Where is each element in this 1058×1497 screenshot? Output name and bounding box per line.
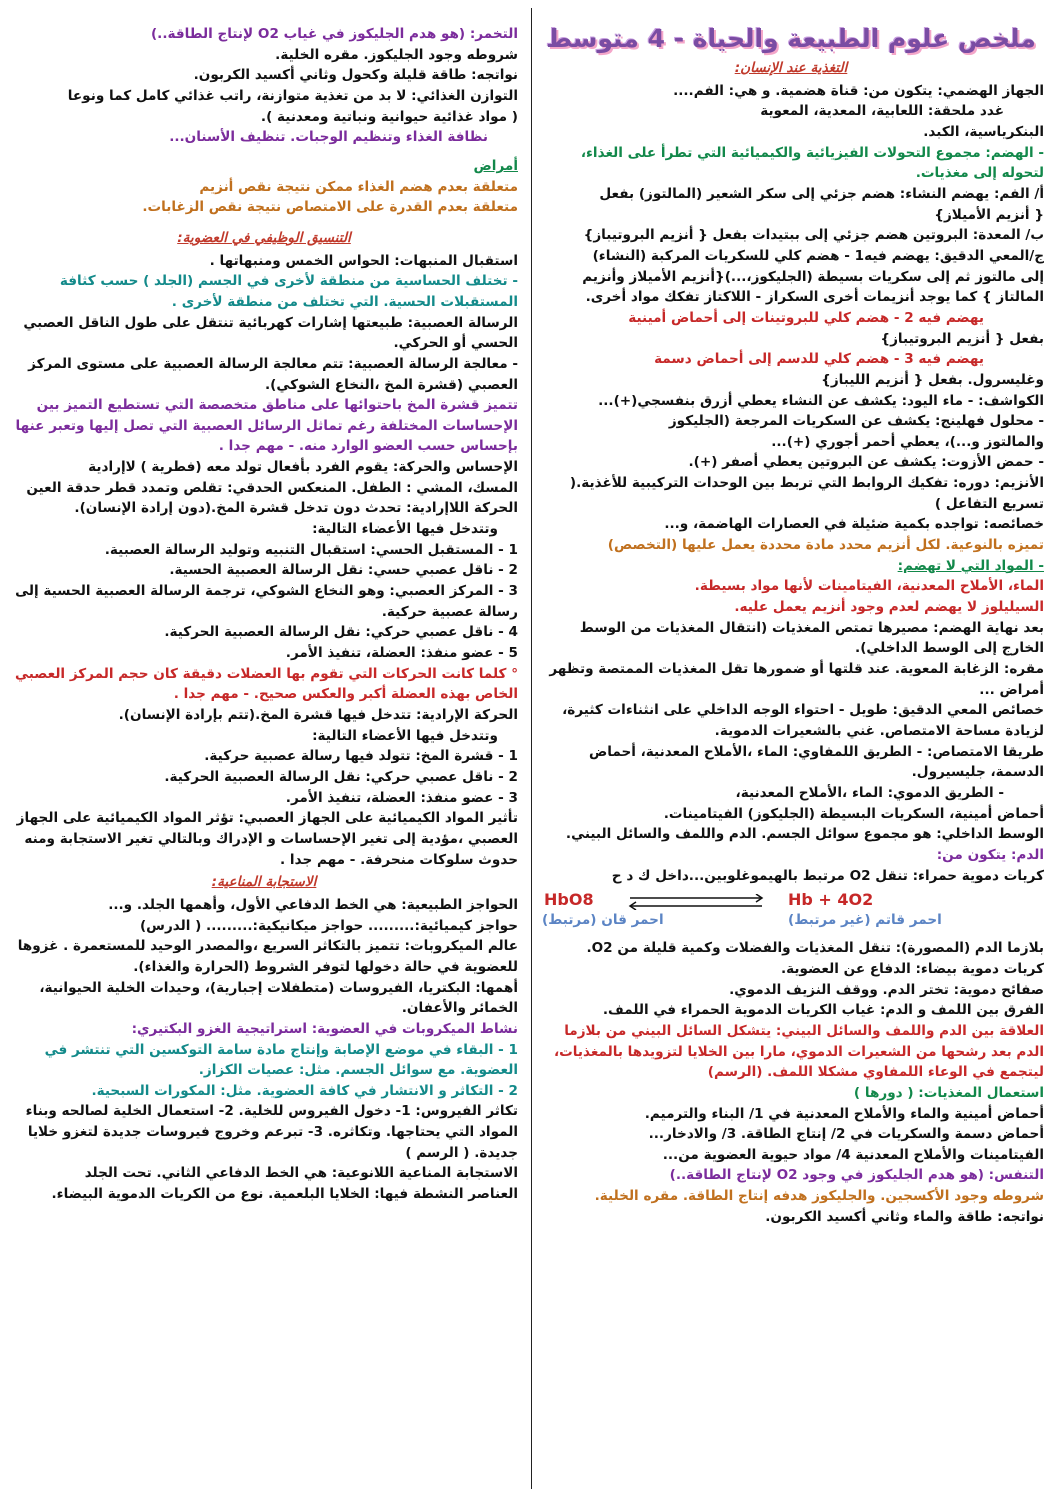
text-line: 2 - التكاثر و الانتشار في كافة العضوية. مثل: المكورات السبحية. <box>91 1082 518 1099</box>
text-line: 1 - قشرة المخ: تتولد فيها رسالة عصبية حركية. <box>204 748 518 765</box>
text-line: - معالجة الرسالة العصبية: تتم معالجة الرسالة العصبية على مستوى المركز العصبي (قشرة المخ ،النخاع الشوكي). <box>28 355 518 393</box>
text-line: وتتدخل فيها الأعضاء التالية: <box>312 521 498 538</box>
page-title: ملخص علوم الطبيعة والحياة - 4 متوسط <box>546 24 1036 53</box>
text-line: يهضم فيه 3 - هضم كلي للدسم إلى أحماض دسمة <box>654 351 984 368</box>
text-line: نواتجه: طاقة قليلة وكحول وثاني أكسيد الكربون. <box>193 67 518 84</box>
hemoglobin-equation <box>538 888 1044 936</box>
text-line: أحماض أمينية، السكريات البسيطة (الجليكوز) الفيتامينات. <box>663 805 1044 822</box>
text-line: ( مواد غذائية حيوانية ونباتية ومعدنية ). <box>260 108 518 125</box>
text-line: يهضم فيه 2 - هضم كلي للبروتينات إلى أحماض أمينية <box>628 309 984 326</box>
text-line: بفعل { أنزيم البروتيباز} <box>880 330 1044 347</box>
section-heading: الاستجابة المناعية: <box>211 874 317 891</box>
text-line: نشاط الميكروبات في العضوية: استراتيجية الغزو البكتيري: <box>131 1020 518 1037</box>
text-line: الفرق بين اللمف و الدم: غياب الكريات الدموية الحمراء في اللمف. <box>602 1002 1044 1019</box>
text-line: تكاثر الفيروس: 1- دخول الفيروس للخلية. 2- استعمال الخلية لصالحه وبناء المواد التي يحتاجها. وتكاثره. 3- تبرعم وخروج فيروسات جديدة لتغزو خلايا جديدة. ( الرسم ) <box>25 1103 518 1161</box>
text-line: العناصر النشطة فيها: الخلايا البلعمية. نوع من الكريات الدموية البيضاء. <box>51 1186 518 1203</box>
equation-left-caption: احمر قان (مرتبط) <box>542 912 664 929</box>
text-line: أ/ الفم: يهضم النشاء: هضم جزئي إلى سكر الشعير (المالتوز) بفعل <box>599 185 1044 202</box>
text-line: متعلقة بعدم القدرة على الامتصاص نتيجة نقص الزغابات. <box>142 199 518 216</box>
text-line: وغليسرول. بفعل { أنزيم الليباز} <box>821 371 1044 388</box>
text-line: 3 - عضو منفذ: العضلة، تنفيذ الأمر. <box>285 789 518 806</box>
text-line: متعلقة بعدم هضم الغذاء ممكن نتيجة نقص أنزيم <box>199 178 518 195</box>
text-line: تتميز قشرة المخ باحتوائها على مناطق متخصصة التي تستطيع التميز بين الإحساسات المختلفة رغم تماثل الرسائل العصبية التي تصل إليها وتعبر عنها بإحساس حسب العضو الوارد منه. - مهم جدا . <box>15 397 518 455</box>
text-line: الاستجابة المناعية اللانوعية: هي الخط الدفاعي الثاني. تحت الجلد <box>84 1165 518 1182</box>
text-line: الحركة اللاإرادية: تحدث دون تدخل قشرة المخ.(دون إرادة الإنسان). <box>74 500 518 517</box>
text-line: خصائصه: تواجده بكمية ضئيلة في العصارات الهاضمة، و... <box>664 516 1044 533</box>
text-line: 5 - عضو منفذ: العضلة، تنفيذ الأمر. <box>285 645 518 662</box>
equation-right: Hb + 4O2 <box>788 890 874 910</box>
section-heading: التغذية عند الإنسان: <box>734 60 848 76</box>
text-line: 2 - ناقل عصبي حسي: نقل الرسالة العصبية الحسية. <box>169 562 518 579</box>
text-line: غدد ملحقة: اللعابية، المعدية، المعوية <box>760 103 1004 120</box>
text-line: الوسط الداخلي: هو مجموع سوائل الجسم. الدم واللمف والسائل البيني. <box>565 826 1044 843</box>
text-line: خصائص المعي الدقيق: طويل - احتواء الوجه الداخلي على انثناءات كثيرة، لزيادة مساحة الامتصاص. غني بالشعيرات الدموية. <box>562 702 1044 739</box>
text-line: الماء، الأملاح المعدنية، الفيتامينات لأنها مواد بسيطة. <box>694 578 1044 595</box>
text-line: 2 - ناقل عصبي حركي: نقل الرسالة العصبية الحركية. <box>164 768 518 785</box>
text-line: 4 - ناقل عصبي حركي: نقل الرسالة العصبية الحركية. <box>164 624 518 641</box>
text-line: ج/المعي الدقيق: يهضم فيه1 - هضم كلي للسكريات المركبة (النشاء) <box>592 247 1044 264</box>
text-line: الدم: يتكون من: <box>936 846 1044 863</box>
text-line: - المواد التي لا تهضم: <box>897 557 1044 574</box>
text-line: المسك، المشي : الطفل. المنعكس الحدقي: تقلص وتمدد قطر حدقة العين <box>26 479 518 496</box>
text-line: - حمض الأزوت: يكشف عن البروتين يعطي أصفر (+). <box>688 454 1044 471</box>
text-line: الرسالة العصبية: طبيعتها إشارات كهربائية تنتقل على طول الناقل العصبي الحسي أو الحركي. <box>23 314 518 352</box>
text-line: - الطريق الدموي: الماء ،الأملاح المعدنية، <box>735 784 1004 801</box>
text-line: كريات دموية حمراء: تنقل O2 مرتبط بالهيموغلوبين...داخل ك د ح <box>611 867 1044 884</box>
text-line: الأنزيم: دوره: تفكيك الروابط التي تربط بين الوحدات التركيبية للأغذية.( تسريع التفاعل ) <box>569 475 1044 512</box>
text-line: - الهضم: مجموع التحولات الفيزيائية والكيميائية التي تطرأ على الغذاء، لتحوله إلى مغذيات. <box>580 144 1044 182</box>
text-line: التنفس: (هو هدم الجليكوز في وجود O2 لإنتاج الطاقة..) <box>669 1167 1044 1184</box>
text-line: وتتدخل فيها الأعضاء التالية: <box>312 727 498 744</box>
text-line: العلاقة بين الدم واللمف والسائل البيني: يتشكل السائل البيني من بلازما الدم بعد رشحها من الشعيرات الدموي، مارا بين الخلايا لتزويدها بالمغذيات، ليتجمع في الوعاء اللمفاوي مشكلا اللمف. (الرسم) <box>553 1022 1044 1081</box>
text-line: عالم الميكروبات: تتميز بالتكاثر السريع ،والمصدر الوحيد للمستعمرة . غزوها للعضوية في حالة دخولها لتوفر الشروط (الحرارة والغذاء). <box>17 938 518 975</box>
text-line: بلازما الدم (المصورة): تنقل المغذيات والفضلات وكمية قليلة من O2. <box>586 940 1044 957</box>
text-line: والمالتوز و...)، يعطي أحمر أجوري (+)... <box>771 433 1044 450</box>
left-column <box>10 24 518 1485</box>
text-line: الفيتامينات والأملاح المعدنية 4/ مواد حيوية العضوية من... <box>662 1146 1044 1163</box>
reversible-arrows-icon <box>626 894 766 910</box>
text-line: مقره: الزغابة المعوية. عند قلتها أو ضمورها تقل المغذيات الممتصة وتظهر أمراض ... <box>549 661 1044 698</box>
text-line: أحماض دسمة والسكريات في 2/ إنتاج الطاقة. 3/ والادخار... <box>648 1126 1044 1143</box>
right-column <box>538 24 1044 1485</box>
text-line: السيليلوز لا يهضم لعدم وجود أنزيم يعمل عليه. <box>734 599 1044 616</box>
text-line: شروطه وجود الأكسجين. والجليكوز هدفه إنتاج الطاقة. مقره الخلية. <box>594 1188 1044 1205</box>
text-line: استعمال المغذيات: ( دورها ) <box>853 1084 1044 1101</box>
equation-left: HbO8 <box>544 890 594 910</box>
text-line: إلى مالتوز ثم إلى سكريات بسيطة (الجليكوز،...){أنزيم الأميلاز وأنزيم <box>582 268 1044 285</box>
text-line: بعد نهاية الهضم: مصيرها تمتص المغذيات (انتقال المغذيات من الوسط الخارج إلى الوسط الداخلي). <box>579 619 1044 657</box>
text-line: أحماض أمينية والماء والأملاح المعدنية في 1/ البناء والترميم. <box>644 1105 1044 1122</box>
text-line: صفائح دموية: تختر الدم. ووقف النزيف الدموي. <box>729 981 1044 998</box>
text-line: طريقا الامتصاص: - الطريق اللمفاوي: الماء ،الأملاح المعدنية، أحماض الدسمة، جليسيرول. <box>588 743 1044 781</box>
text-line: التوازن الغذائي: لا بد من تغذية متوازنة، راتب غذائي كامل كما ونوعا <box>67 87 518 104</box>
text-line: الإحساس والحركة: يقوم الفرد بأفعال تولد معه (فطرية ) لاإرادية <box>88 459 518 476</box>
text-line: تميزه بالنوعية. لكل أنزيم محدد مادة محددة يعمل عليها (التخصص) <box>607 537 1044 554</box>
text-line: 3 - المركز العصبي: وهو النخاع الشوكي، ترجمة الرسالة العصبية الحسية إلى رسالة عصبية حركية. <box>15 583 518 620</box>
text-line: الحواجز الطبيعية: هي الخط الدفاعي الأول، وأهمها الجلد. و... <box>108 896 518 913</box>
text-line: أمراض <box>473 157 518 174</box>
column-divider <box>531 8 532 1489</box>
text-line: نواتجه: طاقة والماء وثاني أكسيد الكربون. <box>765 1208 1044 1225</box>
text-line: البنكرياسية، الكبد. <box>923 123 1044 140</box>
text-line: الجهاز الهضمي: يتكون من: قناة هضمية. و هي: الفم.... <box>673 82 1044 99</box>
equation-right-caption: احمر قاتم (غير مرتبط) <box>788 912 942 929</box>
text-line: شروطه وجود الجليكوز. مقره الخلية. <box>275 46 518 63</box>
text-line: 1 - المستقبل الحسي: استقبال التنبيه وتوليد الرسالة العصبية. <box>104 541 518 558</box>
text-line: أهمها: البكتريا، الفيروسات (متطفلات إجبارية)، وحيدات الخلية الحيوانية، الخمائر والأعفان. <box>39 979 518 1017</box>
text-line: { أنزيم الأميلاز} <box>934 206 1044 223</box>
text-line: - محلول فهلينج: يكشف عن السكريات المرجعة (الجليكوز <box>668 413 1044 430</box>
text-line: - تختلف الحساسية من منطقة لأخرى في الجسم (الجلد ) حسب كثافة المستقبلات الحسية. التي تختلف من منطقة لأخرى . <box>59 273 518 310</box>
section-heading: التنسيق الوظيفي في العضوية: <box>177 229 351 246</box>
text-line: ب/ المعدة: البروتين هضم جزئي إلى ببتيدات بفعل { أنزيم البروتيباز} <box>583 227 1044 244</box>
text-line: الحركة الإرادية: تتدخل فيها قشرة المخ.(تتم بإرادة الإنسان). <box>118 707 518 723</box>
text-line: ° كلما كانت الحركات التي تقوم بها العضلات دقيقة كان حجم المركز العصبي الخاص بهذه العضلة أكبر والعكس صحيح. - مهم جدا . <box>14 665 518 703</box>
text-line: المالتاز } كما يوجد أنزيمات أخرى السكراز - اللاكتاز تفكك مواد أخرى. <box>585 289 1044 306</box>
text-line: تأثير المواد الكيميائية على الجهاز العصبي: تؤثر المواد الكيميائية على الجهاز العصبي ،مؤدية إلى تغير الإحساسات و الإدراك وبالتالي تغير الاستجابة ومنه حدوث سلوكات منحرفة. - مهم جدا . <box>16 810 518 868</box>
text-line: حواجز كيميائية:......... حواجز ميكانيكية:......... ( الدرس) <box>139 917 518 934</box>
text-line: الكواشف: - ماء اليود: يكشف عن النشاء يعطي أزرق بنفسجي(+)... <box>598 392 1044 409</box>
text-line: التخمر: (هو هدم الجليكوز في غياب O2 لإنتاج الطاقة..) <box>150 26 518 42</box>
text-line: استقبال المنبهات: الحواس الخمس ومنبهاتها . <box>209 252 518 269</box>
text-line: نظافة الغذاء وتنظيم الوجبات. تنظيف الأسنان... <box>169 129 488 146</box>
text-line: 1 - البقاء في موضع الإصابة وإنتاج مادة سامة التوكسين التي تنتشر في العضوية. مع سوائل الجسم. مثل: عصيات الكزاز. <box>44 1041 518 1079</box>
text-line: كريات دموية بيضاء: الدفاع عن العضوية. <box>781 960 1044 977</box>
